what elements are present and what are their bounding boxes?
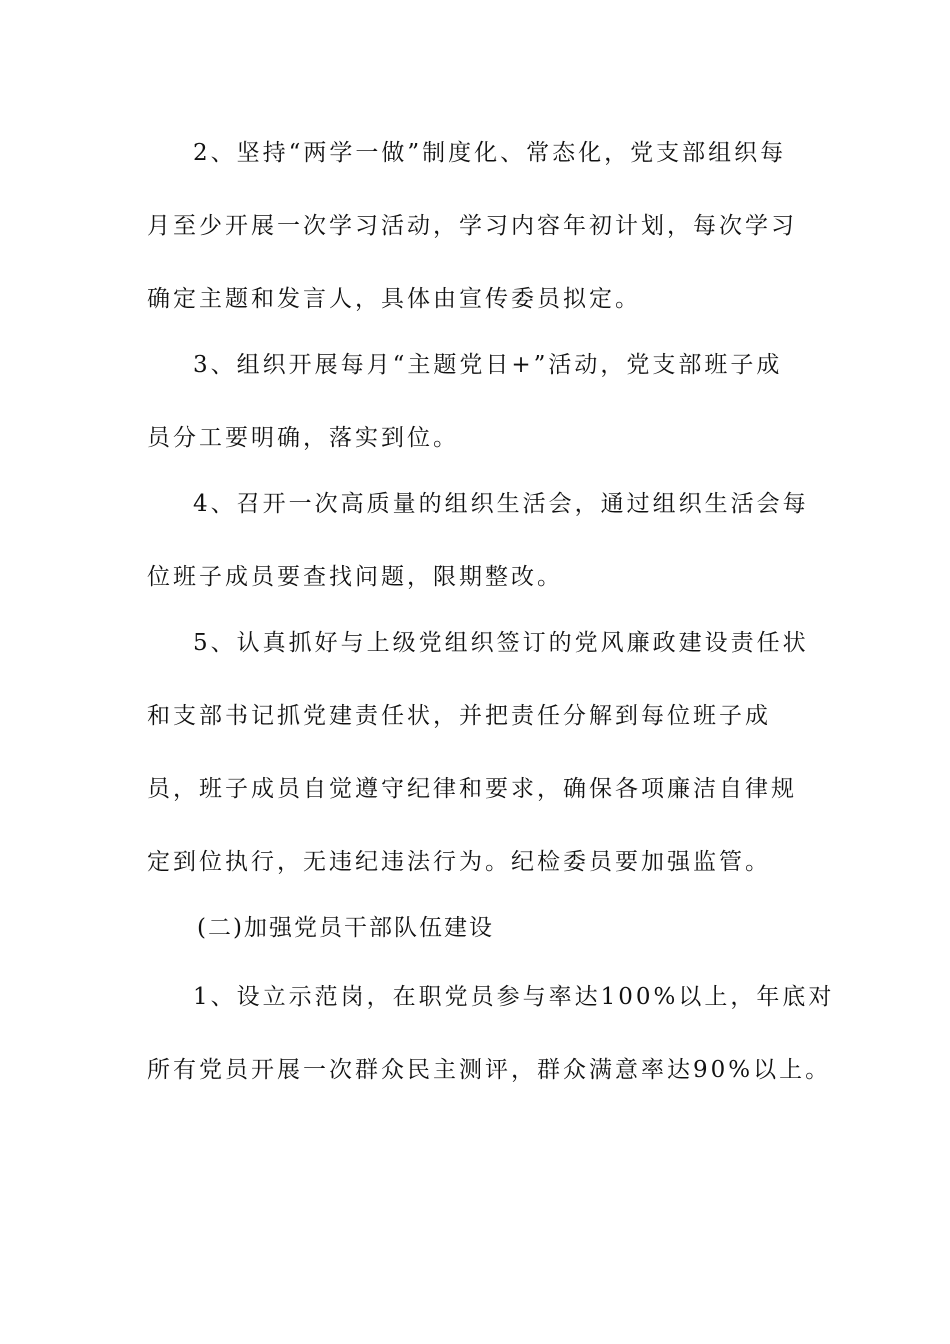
paragraph-5-line-4: 定到位执行，无违纪违法行为。纪检委员要加强监管。: [147, 849, 771, 875]
paragraph-4-line-2: 位班子成员要查找问题，限期整改。: [147, 564, 563, 590]
section-heading: (二)加强党员干部队伍建设: [197, 915, 494, 941]
paragraph-2-line-1: 2、坚持“两学一做”制度化、常态化，党支部组织每: [193, 140, 787, 166]
item-1-line-2: 所有党员开展一次群众民主测评，群众满意率达90%以上。: [147, 1057, 832, 1083]
paragraph-3-line-2: 员分工要明确，落实到位。: [147, 425, 459, 451]
paragraph-2-line-2: 月至少开展一次学习活动，学习内容年初计划，每次学习: [147, 213, 797, 239]
paragraph-5-line-2: 和支部书记抓党建责任状，并把责任分解到每位班子成: [147, 703, 771, 729]
item-1-line-1: 1、设立示范岗，在职党员参与率达100%以上，年底对: [193, 984, 835, 1010]
paragraph-5-line-1: 5、认真抓好与上级党组织签订的党风廉政建设责任状: [193, 630, 809, 656]
paragraph-3-line-1: 3、组织开展每月“主题党日+”活动，党支部班子成: [193, 352, 783, 378]
paragraph-5-line-3: 员，班子成员自觉遵守纪律和要求，确保各项廉洁自律规: [147, 776, 797, 802]
paragraph-2-line-3: 确定主题和发言人，具体由宣传委员拟定。: [147, 286, 641, 312]
paragraph-4-line-1: 4、召开一次高质量的组织生活会，通过组织生活会每: [193, 491, 809, 517]
